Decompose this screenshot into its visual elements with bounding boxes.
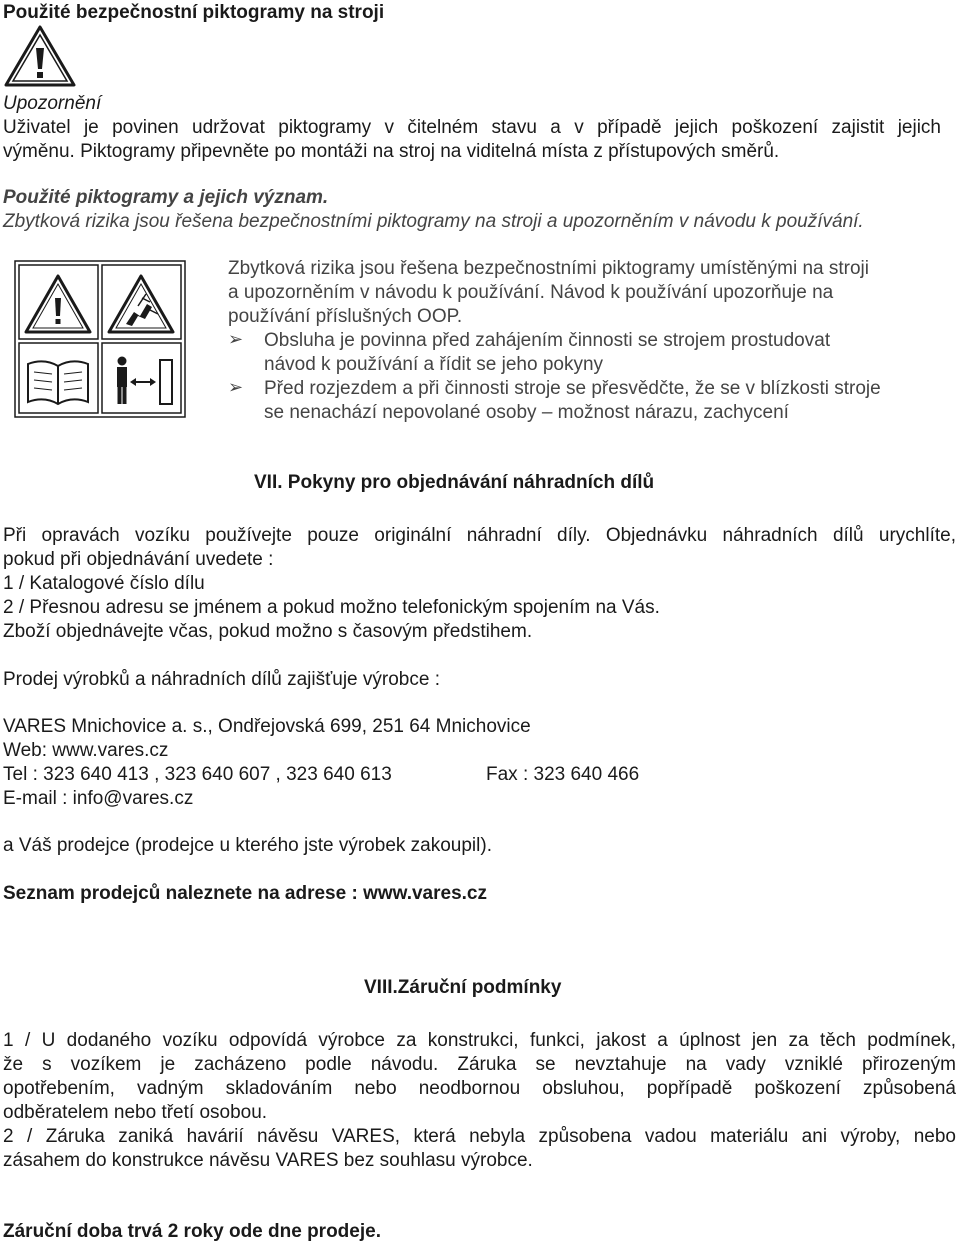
section-8-line: zásahem do konstrukce návěsu VARES bez souhlasu výrobce. xyxy=(3,1150,533,1171)
section-8-heading xyxy=(364,977,561,999)
pictograms-heading: Použité piktogramy a jejich význam. xyxy=(3,187,329,208)
bullet-arrow-icon: ➢ xyxy=(228,329,244,349)
section-7-heading xyxy=(254,472,654,494)
bullet-arrow-icon: ➢ xyxy=(228,377,244,397)
section-8-line: opotřebením, vadným skladováním nebo neodbornou obsluhou, popřípadě poškození způsobená xyxy=(3,1078,956,1099)
warning-text-line: Uživatel je povinen udržovat piktogramy v čitelném stavu a v případě jejich poškození zajistit jejich xyxy=(3,117,941,138)
pictograms-intro: Zbytková rizika jsou řešena bezpečnostními piktogramy na stroji a upozorněním v návodu k používání. xyxy=(3,211,864,232)
dealer-list-text: Seznam prodejců naleznete na adrese : www.vares.cz xyxy=(3,883,487,904)
section-7-line: pokud při objednávání uvedete : xyxy=(3,549,274,570)
bullet-text-line: Obsluha je povinna před zahájením činnosti se strojem prostudovat xyxy=(264,330,831,351)
section-7-line: 2 / Přesnou adresu se jménem a pokud možno telefonickým spojením na Vás. xyxy=(3,597,660,618)
bullet-text-line: návod k používání a řídit se jeho pokyny xyxy=(264,354,604,375)
sales-text: Prodej výrobků a náhradních dílů zajišťuje výrobce : xyxy=(3,669,440,690)
section-7-line: 1 / Katalogové číslo dílu xyxy=(3,573,205,594)
section-7-number: VII. xyxy=(254,472,283,493)
pictograms-paragraph-line: Zbytková rizika jsou řešena bezpečnostními piktogramy umístěnými na stroji xyxy=(228,258,869,279)
section-7-line: Při opravách vozíku používejte pouze originální náhradní díly. Objednávku náhradních dílů urychlíte, xyxy=(3,525,956,546)
section-8-line: 1 / U dodaného vozíku odpovídá výrobce za konstrukci, funkci, jakost a úplnost jen za těch podmínek, xyxy=(3,1030,956,1051)
section-7-line: Zboží objednávejte včas, pokud možno s časovým předstihem. xyxy=(3,621,533,642)
section-8-number: VIII. xyxy=(364,977,398,998)
bullet-text-line: se nenachází nepovolané osoby – možnost nárazu, zachycení xyxy=(264,402,789,423)
section-8-line: 2 / Záruka zaniká havárií návěsu VARES, která nebyla způsobena vadou materiálu ani výroby, nebo xyxy=(3,1126,956,1147)
page-title: Použité bezpečnostní piktogramy na stroji xyxy=(3,2,385,23)
section-8-title: Záruční podmínky xyxy=(397,977,562,998)
company-phone: Tel : 323 640 413 , 323 640 607 , 323 640 613 xyxy=(3,764,392,785)
pictograms-paragraph-line: používání příslušných OOP. xyxy=(228,306,463,327)
company-fax: Fax : 323 640 466 xyxy=(486,764,640,785)
warning-text-line: výměnu. Piktogramy připevněte po montáži na stroj na viditelná místa z přístupových směrů. xyxy=(3,141,780,162)
company-web: Web: www.vares.cz xyxy=(3,740,169,761)
company-email: E-mail : info@vares.cz xyxy=(3,788,194,809)
dealer-text: a Váš prodejce (prodejce u kterého jste výrobek zakoupil). xyxy=(3,835,492,856)
section-7-title: Pokyny pro objednávání náhradních dílů xyxy=(287,472,655,493)
warning-heading: Upozornění xyxy=(3,93,102,114)
bullet-text-line: Před rozjezdem a při činnosti stroje se přesvědčte, že se v blízkosti stroje xyxy=(264,378,881,399)
company-address: VARES Mnichovice a. s., Ondřejovská 699, 251 64 Mnichovice xyxy=(3,716,531,737)
section-8-line: odběratelem nebo třetí osobou. xyxy=(3,1102,268,1123)
pictograms-paragraph-line: a upozorněním v návodu k používání. Návod k používání upozorňuje na xyxy=(228,282,834,303)
warning-triangle-icon xyxy=(3,24,77,88)
warranty-period: Záruční doba trvá 2 roky ode dne prodeje. xyxy=(3,1221,381,1242)
section-8-line: že s vozíkem je zacházeno podle návodu. Záruka se nevztahuje na vady vzniklé přirozeným xyxy=(3,1054,956,1075)
pictogram-panel xyxy=(14,260,186,418)
